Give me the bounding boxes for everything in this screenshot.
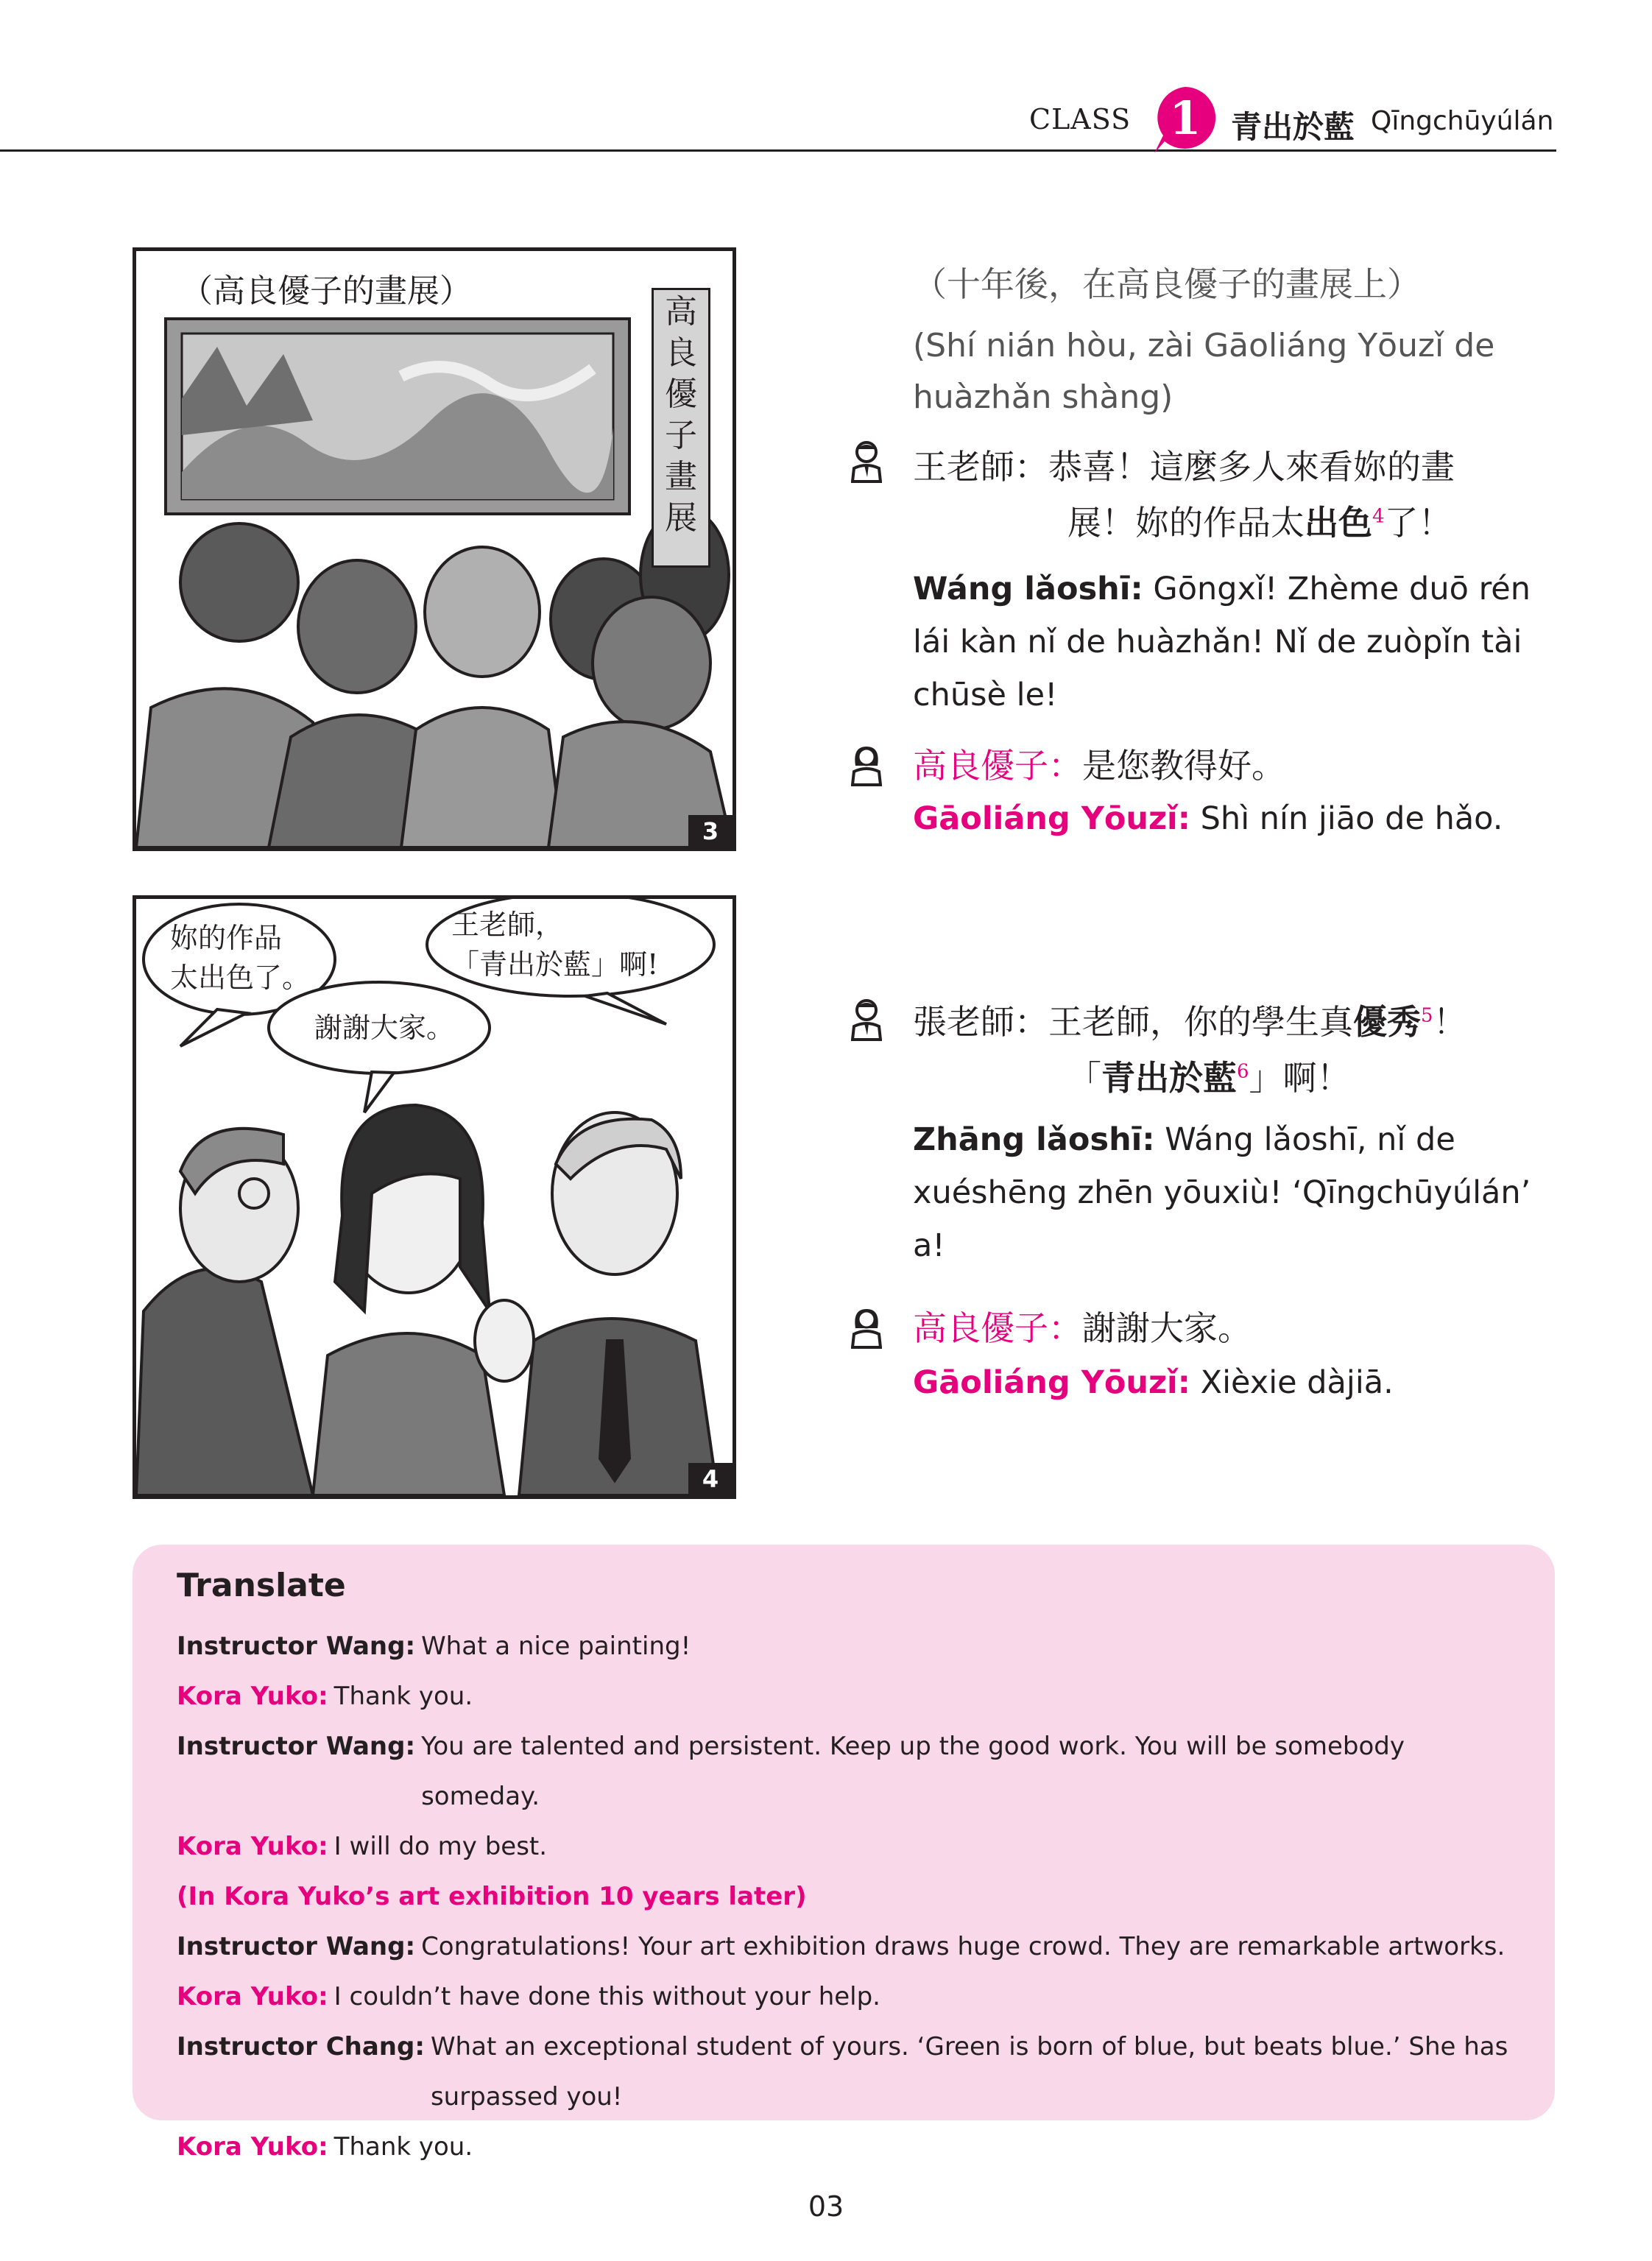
translate-row <box>177 1671 1524 1721</box>
sign-char: 良 <box>665 334 697 372</box>
lesson-title-cn: 青出於藍 <box>1231 109 1355 145</box>
dialogue-3-text-a-post: ！ <box>1433 1002 1467 1042</box>
speaker-wang-cn: 王老師： <box>913 447 1048 487</box>
speaker-chang-pinyin: Zhāng lǎoshī: <box>913 1121 1155 1158</box>
translate-row <box>177 1621 1524 1671</box>
dialogue-1-cn-b <box>1067 495 1452 551</box>
comic-panel-3 <box>133 247 736 851</box>
dialogue-3-text-a-pre: 王老師，你的學生真 <box>1048 1002 1353 1042</box>
translate-row <box>177 1922 1524 1972</box>
vocab-index: 4 <box>1372 505 1385 528</box>
class-number-badge <box>1148 82 1222 156</box>
dialogue-3-pinyin-text: Wáng lǎoshī, nǐ de xuéshēng zhēn yōuxiù! ‘Qīngchūyúlán’ a! <box>913 1121 1531 1264</box>
translate-row <box>177 1972 1524 2022</box>
translate-speaker: Instructor Wang: <box>177 1732 416 1761</box>
dialogue-2-text: 是您教得好。 <box>1082 746 1285 786</box>
dialogue-1-cn-a <box>913 439 1455 495</box>
dialogue-1-text-a: 恭喜！這麼多人來看妳的畫 <box>1048 447 1455 487</box>
dialogue-3-text-b-post: 」啊！ <box>1249 1058 1351 1098</box>
translate-row <box>177 1721 1524 1821</box>
male-speaker-icon <box>851 440 882 483</box>
dialogue-1-pinyin-text: Gōngxǐ! Zhème duō rén lái kàn nǐ de huàzhǎn! Nǐ de zuòpǐn tài chūsè le! <box>913 571 1531 713</box>
translate-box <box>133 1545 1555 2162</box>
dialogue-3-cn-b <box>1067 1050 1351 1106</box>
class-number: 1 <box>1169 91 1201 145</box>
speaker-kora-cn: 高良優子： <box>913 1308 1082 1348</box>
header-rule <box>0 149 1556 152</box>
vocab-chuse: 出色 <box>1305 503 1372 543</box>
speaker-wang-pinyin: Wáng lǎoshī: <box>913 571 1143 607</box>
vocab-index: 6 <box>1237 1060 1249 1083</box>
translate-text: What a nice painting! <box>421 1632 691 1661</box>
speaker-chang-cn: 張老師： <box>913 1002 1048 1042</box>
translate-row <box>177 2122 1524 2172</box>
translate-text: I couldn’t have done this without your help. <box>333 1982 880 2011</box>
translate-text: Thank you. <box>333 2132 473 2162</box>
translate-speaker: Kora Yuko: <box>177 1982 328 2011</box>
speaker-kora-cn: 高良優子： <box>913 746 1082 786</box>
translate-speaker: Instructor Wang: <box>177 1632 416 1661</box>
translate-text: You are talented and persistent. Keep up the good work. You will be somebody someday. <box>421 1732 1405 1811</box>
translate-speaker: Kora Yuko: <box>177 2132 328 2162</box>
dialogue-2-cn <box>913 738 1285 794</box>
translate-row <box>177 2022 1524 2122</box>
dialogue-2-pinyin-text: Shì nín jiāo de hǎo. <box>1200 800 1503 837</box>
speaker-kora-pinyin: Gāoliáng Yōuzǐ: <box>913 800 1190 837</box>
translate-speaker: Instructor Wang: <box>177 1932 416 1961</box>
male-speaker-icon <box>851 998 882 1041</box>
sign-char: 展 <box>665 499 697 537</box>
class-label: CLASS <box>1029 103 1132 135</box>
translate-text: Thank you. <box>333 1682 473 1711</box>
page-number: 03 <box>808 2190 844 2223</box>
panel-caption: （高良優子的畫展） <box>180 272 472 310</box>
vocab-qingchuyulan: 青出於藍 <box>1101 1058 1237 1098</box>
translate-text: What an exceptional student of yours. ‘Green is born of blue, but beats blue.’ She has surpassed you! <box>430 2032 1508 2112</box>
speaker-kora-pinyin: Gāoliáng Yōuzǐ: <box>913 1364 1190 1401</box>
dialogue-3-pinyin <box>913 1113 1553 1272</box>
exhibition-illustration <box>136 251 733 847</box>
exhibition-sign <box>652 288 710 568</box>
sign-char: 優 <box>665 375 697 413</box>
speech-bubble-left: 妳的作品 太出色了。 <box>170 922 311 994</box>
dialogue-3-text-b-pre: 「 <box>1067 1058 1101 1098</box>
comic-panel-4 <box>133 895 736 1499</box>
translate-text: Congratulations! Your art exhibition draws huge crowd. They are remarkable artworks. <box>421 1932 1505 1961</box>
dialogue-4-text: 謝謝大家。 <box>1082 1308 1252 1348</box>
translate-text: I will do my best. <box>333 1832 548 1861</box>
scene-direction-cn: （十年後，在高良優子的畫展上） <box>913 264 1421 304</box>
speech-bubble-right: 王老師， 「青出於藍」啊! <box>451 909 659 981</box>
translate-scene-note: (In Kora Yuko’s art exhibition 10 years later) <box>177 1882 807 1911</box>
sign-char: 子 <box>665 417 697 454</box>
sign-char: 高 <box>665 293 697 331</box>
vocab-index: 5 <box>1421 1004 1433 1027</box>
translate-speaker: Instructor Chang: <box>177 2032 425 2061</box>
dialogue-3-cn-a <box>913 994 1467 1050</box>
translate-title: Translate <box>177 1567 346 1604</box>
speech-bubble-middle: 謝謝大家。 <box>314 1012 455 1044</box>
female-speaker-icon <box>851 1306 882 1349</box>
panel-number: 4 <box>688 1463 733 1495</box>
lesson-title-pinyin: Qīngchūyúlán <box>1371 106 1554 136</box>
dialogue-4-cn <box>913 1300 1252 1356</box>
translate-rows <box>177 1621 1524 2172</box>
scene-direction-pinyin: (Shí nián hòu, zài Gāoliáng Yōuzǐ de huàzhǎn shàng) <box>913 327 1495 416</box>
translate-row <box>177 1821 1524 1872</box>
translate-row <box>177 1872 1524 1922</box>
panel-number: 3 <box>688 815 733 847</box>
translate-speaker: Kora Yuko: <box>177 1682 328 1711</box>
dialogue-2-pinyin <box>913 792 1503 845</box>
dialogue-1-text-b-pre: 展！妳的作品太 <box>1067 503 1305 543</box>
female-speaker-icon <box>851 744 882 786</box>
dialogue-1-pinyin <box>913 562 1553 722</box>
dialogue-1-text-b-post: 了！ <box>1384 503 1452 543</box>
dialogue-4-pinyin <box>913 1356 1394 1409</box>
translate-speaker: Kora Yuko: <box>177 1832 328 1861</box>
dialogue-4-pinyin-text: Xièxie dàjiā. <box>1200 1364 1394 1401</box>
sign-char: 畫 <box>665 458 697 495</box>
vocab-youxiu: 優秀 <box>1353 1002 1421 1042</box>
